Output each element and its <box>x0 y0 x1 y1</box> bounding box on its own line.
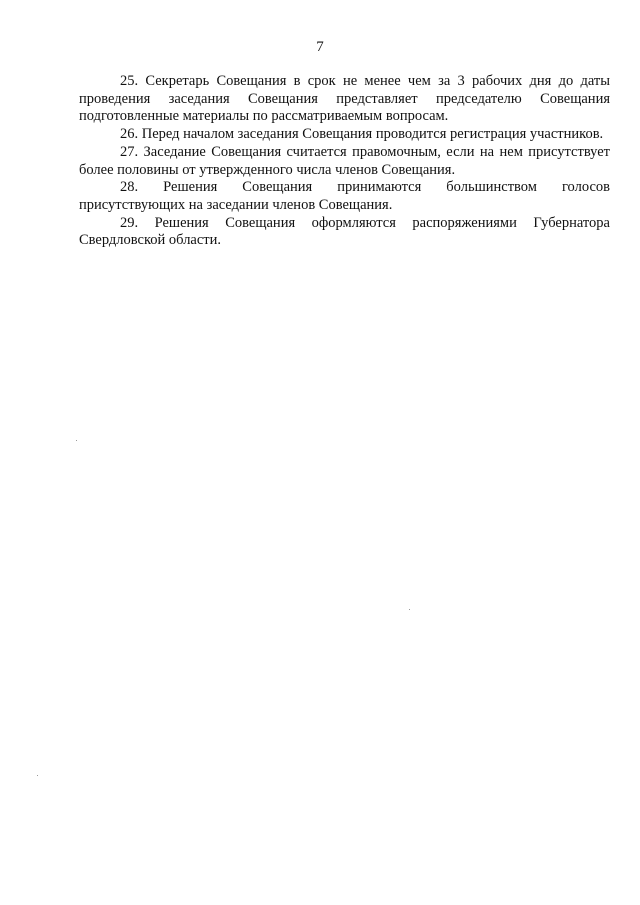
page-number: 7 <box>316 39 324 55</box>
paragraph-25: 25. Секретарь Совещания в срок не менее чем за 3 рабочих дня до даты проведения заседания Совещания представляет председателю Совещания подготовленные материалы по рассматриваемым вопросам. <box>79 73 610 125</box>
paragraph-26: 26. Перед началом заседания Совещания проводится регистрация участников. <box>120 126 604 143</box>
paragraph-29: 29. Решения Совещания оформляются распоряжениями Губернатора Свердловской области. <box>79 214 610 249</box>
document-body <box>79 73 610 250</box>
scan-speck <box>409 609 410 610</box>
paragraph-27: 27. Заседание Совещания считается правомочным, если на нем присутствует более половины от утвержденного числа членов Совещания. <box>79 143 610 178</box>
scan-speck <box>76 440 77 441</box>
scan-speck <box>37 775 38 776</box>
paragraph-28: 28. Решения Совещания принимаются большинством голосов присутствующих на заседании членов Совещания. <box>79 179 610 213</box>
